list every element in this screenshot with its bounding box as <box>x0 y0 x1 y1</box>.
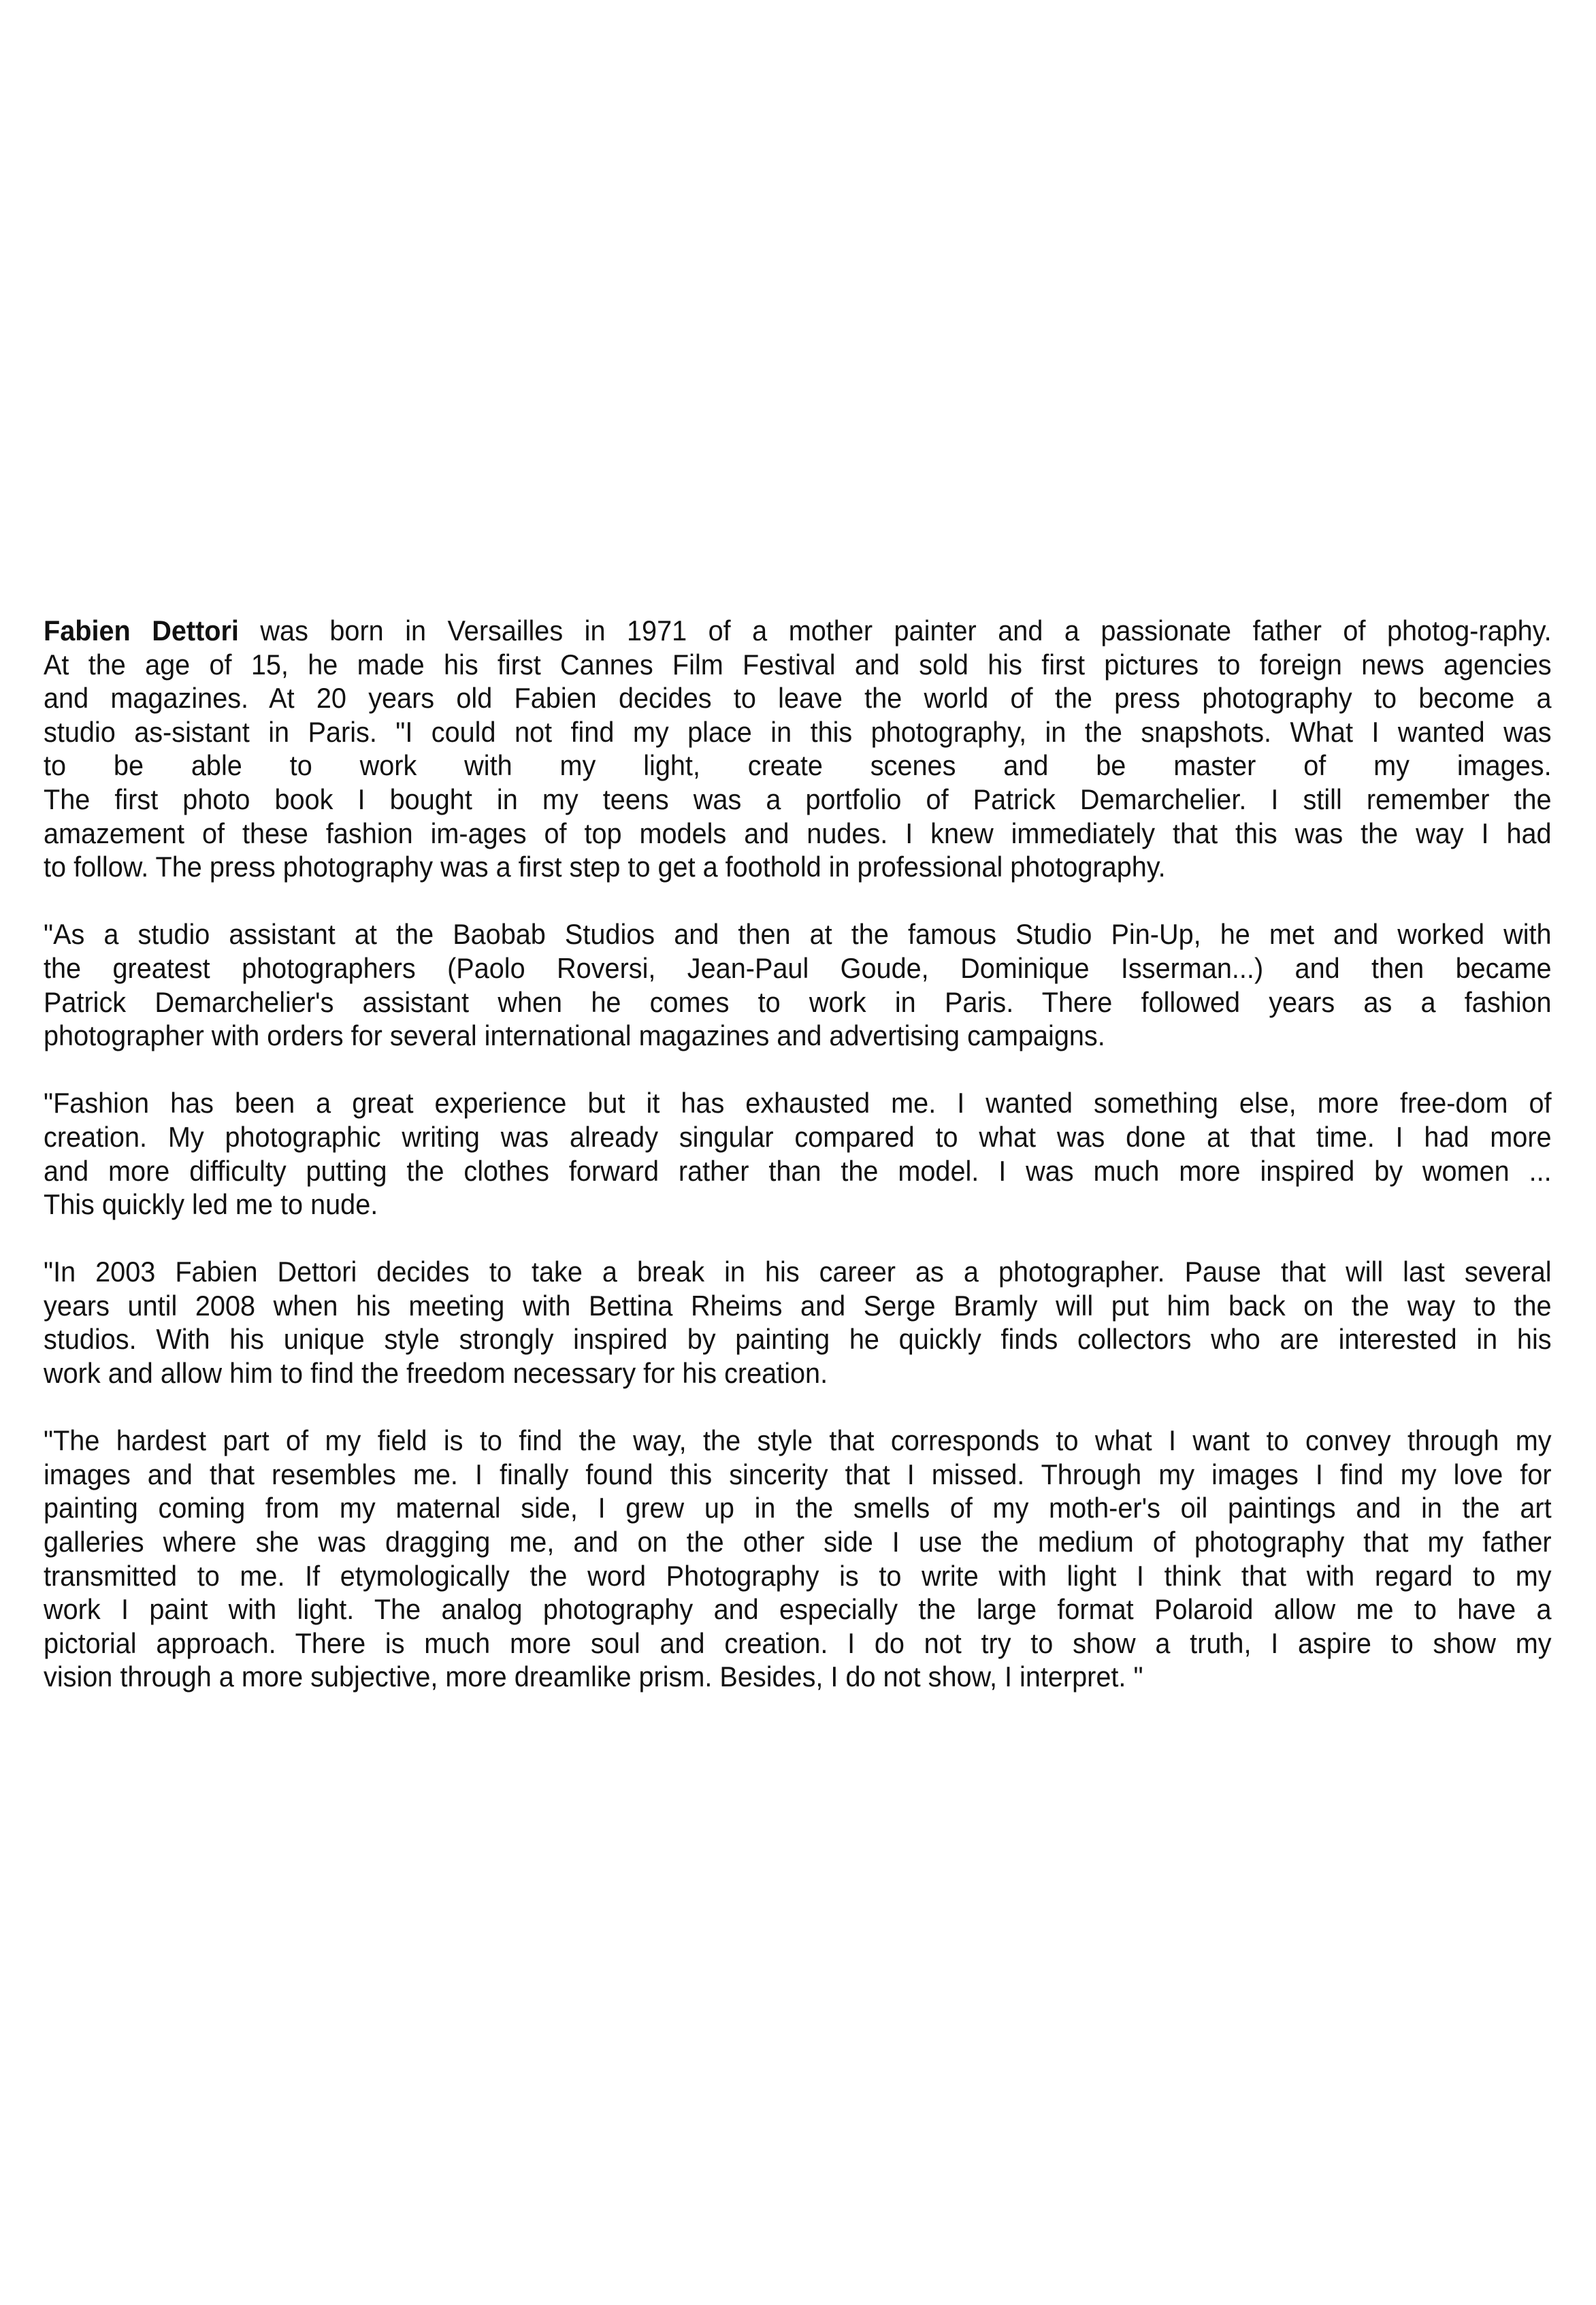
text-line <box>44 715 1552 749</box>
line-text: creation. My photographic writing was already singular compared to what was done at that time. I had more <box>44 1120 1552 1153</box>
line-text: The first photo book I bought in my teens was a portfolio of Patrick Demarchelier. I still remember the <box>44 783 1552 815</box>
text-line <box>44 1592 1552 1626</box>
line-text: "The hardest part of my field is to find the way, the style that corresponds to what I want to convey through my <box>44 1424 1552 1457</box>
text-line <box>44 1322 1552 1356</box>
text-line <box>44 1120 1552 1154</box>
text-line <box>44 1154 1552 1188</box>
text-line <box>44 681 1552 715</box>
line-text: At the age of 15, he made his first Cannes Film Festival and sold his first pictures to foreign news agencies <box>44 648 1552 681</box>
text-line <box>44 1289 1552 1323</box>
text-line <box>44 1491 1552 1525</box>
line-text: painting coming from my maternal side, I grew up in the smells of my moth-er's oil paintings and in the art <box>44 1492 1552 1524</box>
line-text: years until 2008 when his meeting with Bettina Rheims and Serge Bramly will put him back on the way to the <box>44 1289 1552 1322</box>
text-line <box>44 749 1552 783</box>
text-line <box>44 985 1552 1019</box>
line-text: "In 2003 Fabien Dettori decides to take a break in his career as a photographer. Pause that will last several <box>44 1256 1552 1288</box>
text-line <box>44 1458 1552 1492</box>
line-text: photographer with orders for several international magazines and advertising campaigns. <box>44 1019 1105 1052</box>
text-line <box>44 1559 1552 1593</box>
line-text: and more difficulty putting the clothes forward rather than the model. I was much more inspired by women ... <box>44 1154 1552 1187</box>
line-text: work I paint with light. The analog photography and especially the large format Polaroid allow me to have a <box>44 1593 1552 1626</box>
text-line <box>44 1660 1552 1694</box>
biography-text <box>44 614 1552 1694</box>
paragraph <box>44 1424 1552 1694</box>
text-line <box>44 648 1552 682</box>
line-text: This quickly led me to nude. <box>44 1188 378 1221</box>
text-line <box>44 1626 1552 1661</box>
text-line <box>44 1188 1552 1222</box>
line-text: was born in Versailles in 1971 of a mother painter and a passionate father of photog-raphy. <box>238 615 1552 647</box>
author-name: Fabien Dettori <box>44 615 239 647</box>
line-text: pictorial approach. There is much more soul and creation. I do not try to show a truth, I aspire to show my <box>44 1626 1552 1659</box>
line-text: images and that resembles me. I finally found this sincerity that I missed. Through my images I find my love for <box>44 1458 1552 1490</box>
line-text: to follow. The press photography was a first step to get a foothold in professional photography. <box>44 851 1166 883</box>
line-text: and magazines. At 20 years old Fabien decides to leave the world of the press photography to become a <box>44 682 1552 715</box>
line-text: Patrick Demarchelier's assistant when he comes to work in Paris. There followed years as a fashion <box>44 985 1552 1018</box>
line-text: galleries where she was dragging me, and on the other side I use the medium of photography that my father <box>44 1526 1552 1558</box>
text-line <box>44 817 1552 851</box>
line-text: work and allow him to find the freedom necessary for his creation. <box>44 1357 828 1390</box>
line-text: transmitted to me. If etymologically the word Photography is to write with light I think that with regard to my <box>44 1559 1552 1592</box>
text-line <box>44 614 1552 648</box>
text-line <box>44 1019 1552 1053</box>
text-line <box>44 783 1552 817</box>
text-line <box>44 1525 1552 1559</box>
line-text: vision through a more subjective, more dreamlike prism. Besides, I do not show, I interpret. " <box>44 1661 1143 1693</box>
paragraph <box>44 1255 1552 1390</box>
text-line <box>44 1424 1552 1458</box>
text-line <box>44 850 1552 884</box>
line-text: "Fashion has been a great experience but it has exhausted me. I wanted something else, more free-dom of <box>44 1087 1552 1119</box>
paragraph <box>44 917 1552 1052</box>
text-line <box>44 1086 1552 1120</box>
paragraph <box>44 614 1552 884</box>
text-line <box>44 1255 1552 1289</box>
line-text: the greatest photographers (Paolo Roversi, Jean-Paul Goude, Dominique Isserman...) and then became <box>44 951 1552 984</box>
text-line <box>44 1356 1552 1390</box>
line-text: studio as-sistant in Paris. "I could not find my place in this photography, in the snapshots. What I wanted was <box>44 715 1552 748</box>
line-text: "As a studio assistant at the Baobab Studios and then at the famous Studio Pin-Up, he met and worked with <box>44 918 1552 951</box>
line-text: studios. With his unique style strongly inspired by painting he quickly finds collectors who are interested in his <box>44 1323 1552 1356</box>
paragraph <box>44 1086 1552 1221</box>
line-text: amazement of these fashion im-ages of top models and nudes. I knew immediately that this was the way I had <box>44 817 1552 849</box>
line-text: to be able to work with my light, create scenes and be master of my images. <box>44 749 1552 782</box>
text-line <box>44 917 1552 951</box>
text-line <box>44 951 1552 985</box>
